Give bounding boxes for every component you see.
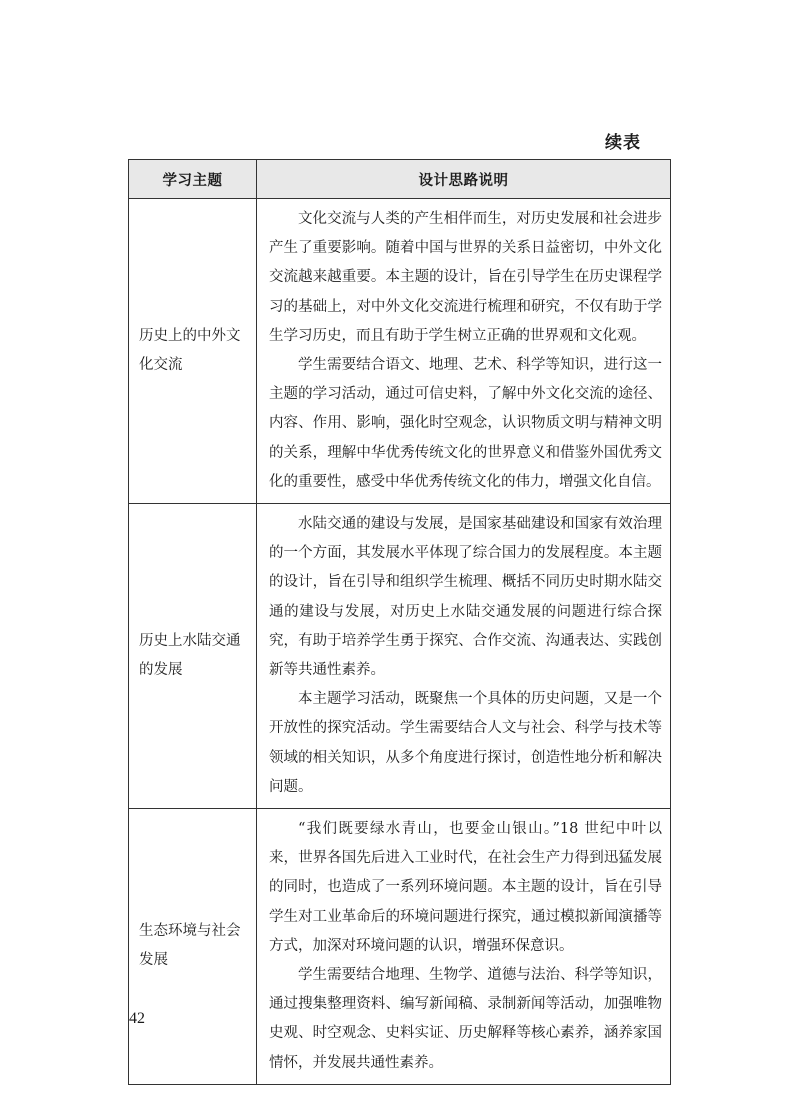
design-rationale-table <box>128 159 671 1085</box>
description-paragraph: 学生需要结合地理、生物学、道德与法治、科学等知识，通过搜集整理资料、编写新闻稿、录制新闻等活动，加强唯物史观、时空观念、史料实证、历史解释等核心素养，涵养家国情怀，并发展共通性素养。 <box>269 967 662 1071</box>
description-paragraph: 学生需要结合语文、地理、艺术、科学等知识，进行这一主题的学习活动，通过可信史料，了解中外文化交流的途径、内容、作用、影响，强化时空观念，认识物质文明与精神文明的关系，理解中华优秀传统文化的世界意义和借鉴外国优秀文化的重要性，感受中华优秀传统文化的伟力，增强文化自信。 <box>269 357 662 490</box>
column-header-topic: 学习主题 <box>129 160 257 199</box>
page-number: 42 <box>129 1010 145 1027</box>
row-topic-cell: 历史上的中外文化交流 <box>129 199 257 504</box>
table-row <box>129 199 671 504</box>
description-paragraph: “我们既要绿水青山，也要金山银山。”18 世纪中叶以来，世界各国先后进入工业时代，在社会生产力得到迅猛发展的同时，也造成了一系列环境问题。本主题的设计，旨在引导学生对工业革命后的环境问题进行探究，通过模拟新闻演播等方式，加深对环境问题的认识，增强环保意识。 <box>269 821 662 954</box>
row-description-cell <box>257 199 671 504</box>
table-row <box>129 809 671 1085</box>
description-paragraph: 水陆交通的建设与发展，是国家基础建设和国家有效治理的一个方面，其发展水平体现了综合国力的发展程度。本主题的设计，旨在引导和组织学生梳理、概括不同历史时期水陆交通的建设与发展，对历史上水陆交通发展的问题进行综合探究，有助于培养学生勇于探究、合作交流、沟通表达、实践创新等共通性素养。 <box>269 516 662 679</box>
row-topic-cell: 历史上水陆交通的发展 <box>129 504 257 809</box>
table-row <box>129 504 671 809</box>
row-topic-cell: 生态环境与社会发展 <box>129 809 257 1085</box>
column-header-description: 设计思路说明 <box>257 160 671 199</box>
description-paragraph: 文化交流与人类的产生相伴而生，对历史发展和社会进步产生了重要影响。随着中国与世界的关系日益密切，中外文化交流越来越重要。本主题的设计，旨在引导学生在历史课程学习的基础上，对中外文化交流进行梳理和研究，不仅有助于学生学习历史，而且有助于学生树立正确的世界观和文化观。 <box>269 211 662 344</box>
continued-table-label: 续表 <box>605 133 641 153</box>
row-description-cell <box>257 504 671 809</box>
table-header-row <box>129 160 671 199</box>
row-description-cell <box>257 809 671 1085</box>
description-paragraph: 本主题学习活动，既聚焦一个具体的历史问题，又是一个开放性的探究活动。学生需要结合人文与社会、科学与技术等领域的相关知识，从多个角度进行探讨，创造性地分析和解决问题。 <box>269 691 662 795</box>
